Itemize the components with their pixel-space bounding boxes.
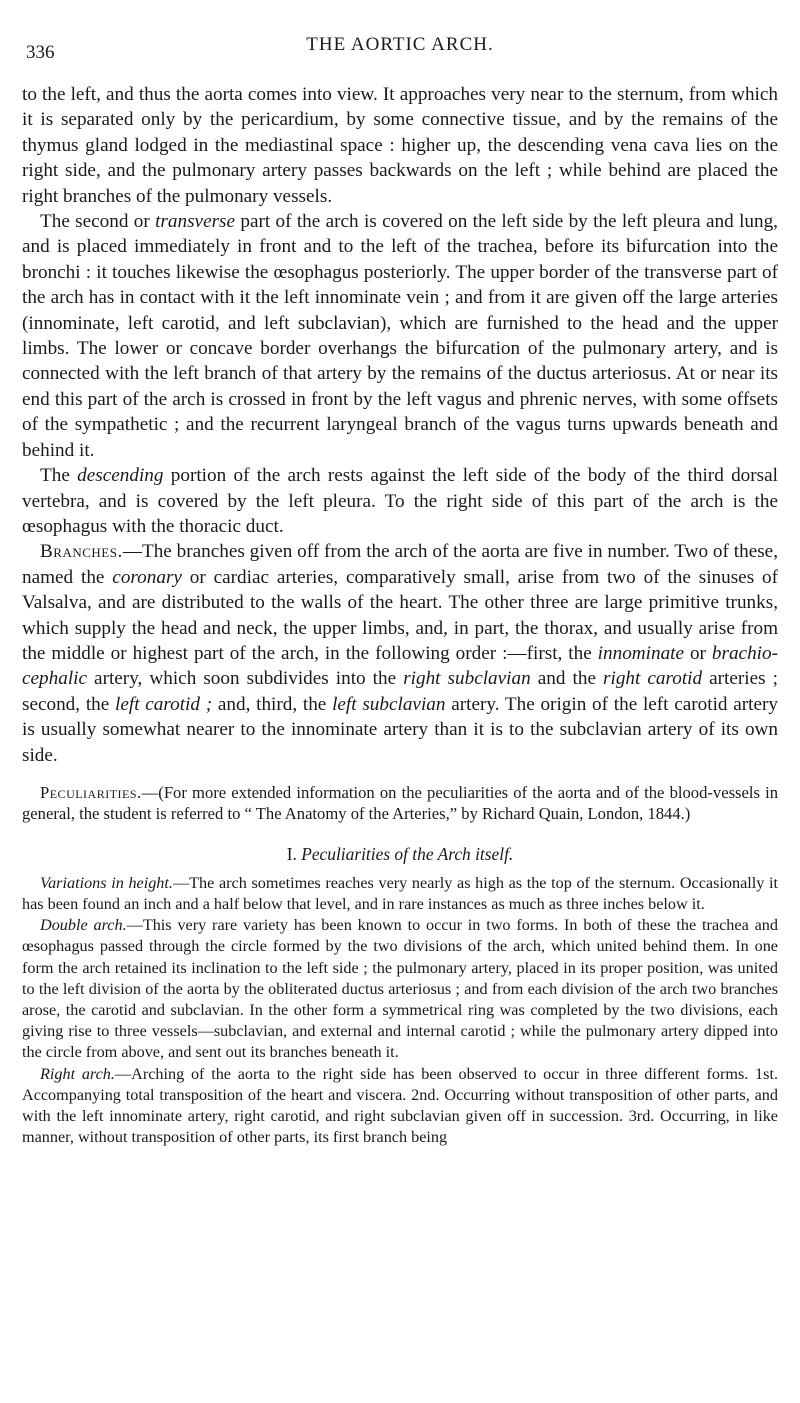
paragraph-transverse-part: The second or transverse part of the arch is covered on the left side by the left pleura and lung, and is placed immediately in front and to the left of the trachea, before its bifurcation into the bronchi : it touches likewise the œsophagus posteriorly. The upper border of the transverse part of the arch has in contact with it the left innominate vein ; and from it are given off the large arteries (innominate, left carotid, and left subclavian), which are furnished to the head and the upper limbs. The lower or concave border overhangs the bifurcation of the pulmonary artery, and is connected with the left branch of that artery by the remains of the ductus arteriosus. At or near its end this part of the arch is crossed in front by the left vagus and phrenic nerves, with some offsets of the sympathetic ; and the recurrent laryngeal branch of the vagus turns upwards beneath and behind it. [22,211,778,461]
paragraph-right-arch: Right arch.—Arching of the aorta to the right side has been observed to occur in three different forms. 1st. Accompanying total transposition of the heart and viscera. 2nd. Occurring without transposition of other parts, and with the left innominate artery, right carotid, and right subclavian given off in succession. 3rd. Occurring, in like manner, without transposition of other parts, its first branch being [22,1064,778,1147]
peculiarities-text [22,873,778,1149]
paragraph-descending-portion: The descending portion of the arch rests against the left side of the body of the third dorsal vertebra, and is covered by the left pleura. To the right side of this part of the arch is the œsophagus with the thoracic duct. [22,465,778,537]
book-page [22,28,778,1388]
running-title: THE AORTIC ARCH. [306,34,494,55]
peculiarities-lead: Peculiarities. [40,782,142,802]
main-text [22,82,778,768]
section-heading: I. Peculiarities of the Arch itself. [286,843,514,864]
paragraph-branches: Branches.—The branches given off from the arch of the aorta are five in number. Two of these, named the coronary or cardiac arteries, comparatively small, arise from two of the sinuses of Valsalva, and are distributed to the walls of the heart. The other three are large primitive trunks, which supply the head and neck, the upper limbs, and, in part, the thorax, and usually arise from the middle or highest part of the arch, in the following order :—first, the innominate or brachio-cephalic artery, which soon subdivides into the right subclavian and the right carotid arteries ; second, the left carotid ; and, third, the left subclavian artery. The origin of the left carotid artery is usually somewhat nearer to the innominate artery than it is to the subclavian artery of its own side. [22,541,778,766]
paragraph-double-arch: Double arch.—This very rare variety has been known to occur in two forms. In both of these the trachea and œsophagus passed through the circle formed by the two divisions of the arch, which united behind them. In one form the arch retained its inclination to the left side ; the pulmonary artery, placed in its proper position, was united to the left division of the aorta by the obliterated ductus arteriosus ; and from each division of the arch two branches arose, the carotid and subclavian. In the other form a symmetrical ring was completed by the two divisions, each giving rise to three vessels—subclavian, and external and internal carotid ; while the pulmonary artery dipped into the circle from above, and sent out its branches beneath it. [22,916,778,1062]
running-head [22,28,778,62]
page-number: 336 [26,42,55,63]
paragraph-aorta-position: to the left, and thus the aorta comes into view. It approaches very near to the sternum, from which it is separated only by the pericardium, by some connective tissue, and by the remains of the thymus gland lodged in the mediastinal space : higher up, the descending vena cava lies on the right side, and the pulmonary artery passes backwards on the left ; while behind are placed the right branches of the pulmonary vessels. [22,84,778,207]
peculiarities-note: Peculiarities.—(For more extended information on the peculiarities of the aorta and of the blood-vessels in general, the student is referred to “ The Anatomy of the Arteries,” by Richard Quain, London, 1844.) [22,782,778,824]
paragraph-variations-in-height: Variations in height.—The arch sometimes reaches very nearly as high as the top of the sternum. Occasionally it has been found an inch and a half below that level, and in rare instances as much as three inches below it. [22,873,778,913]
branches-lead: Branches. [40,541,123,563]
